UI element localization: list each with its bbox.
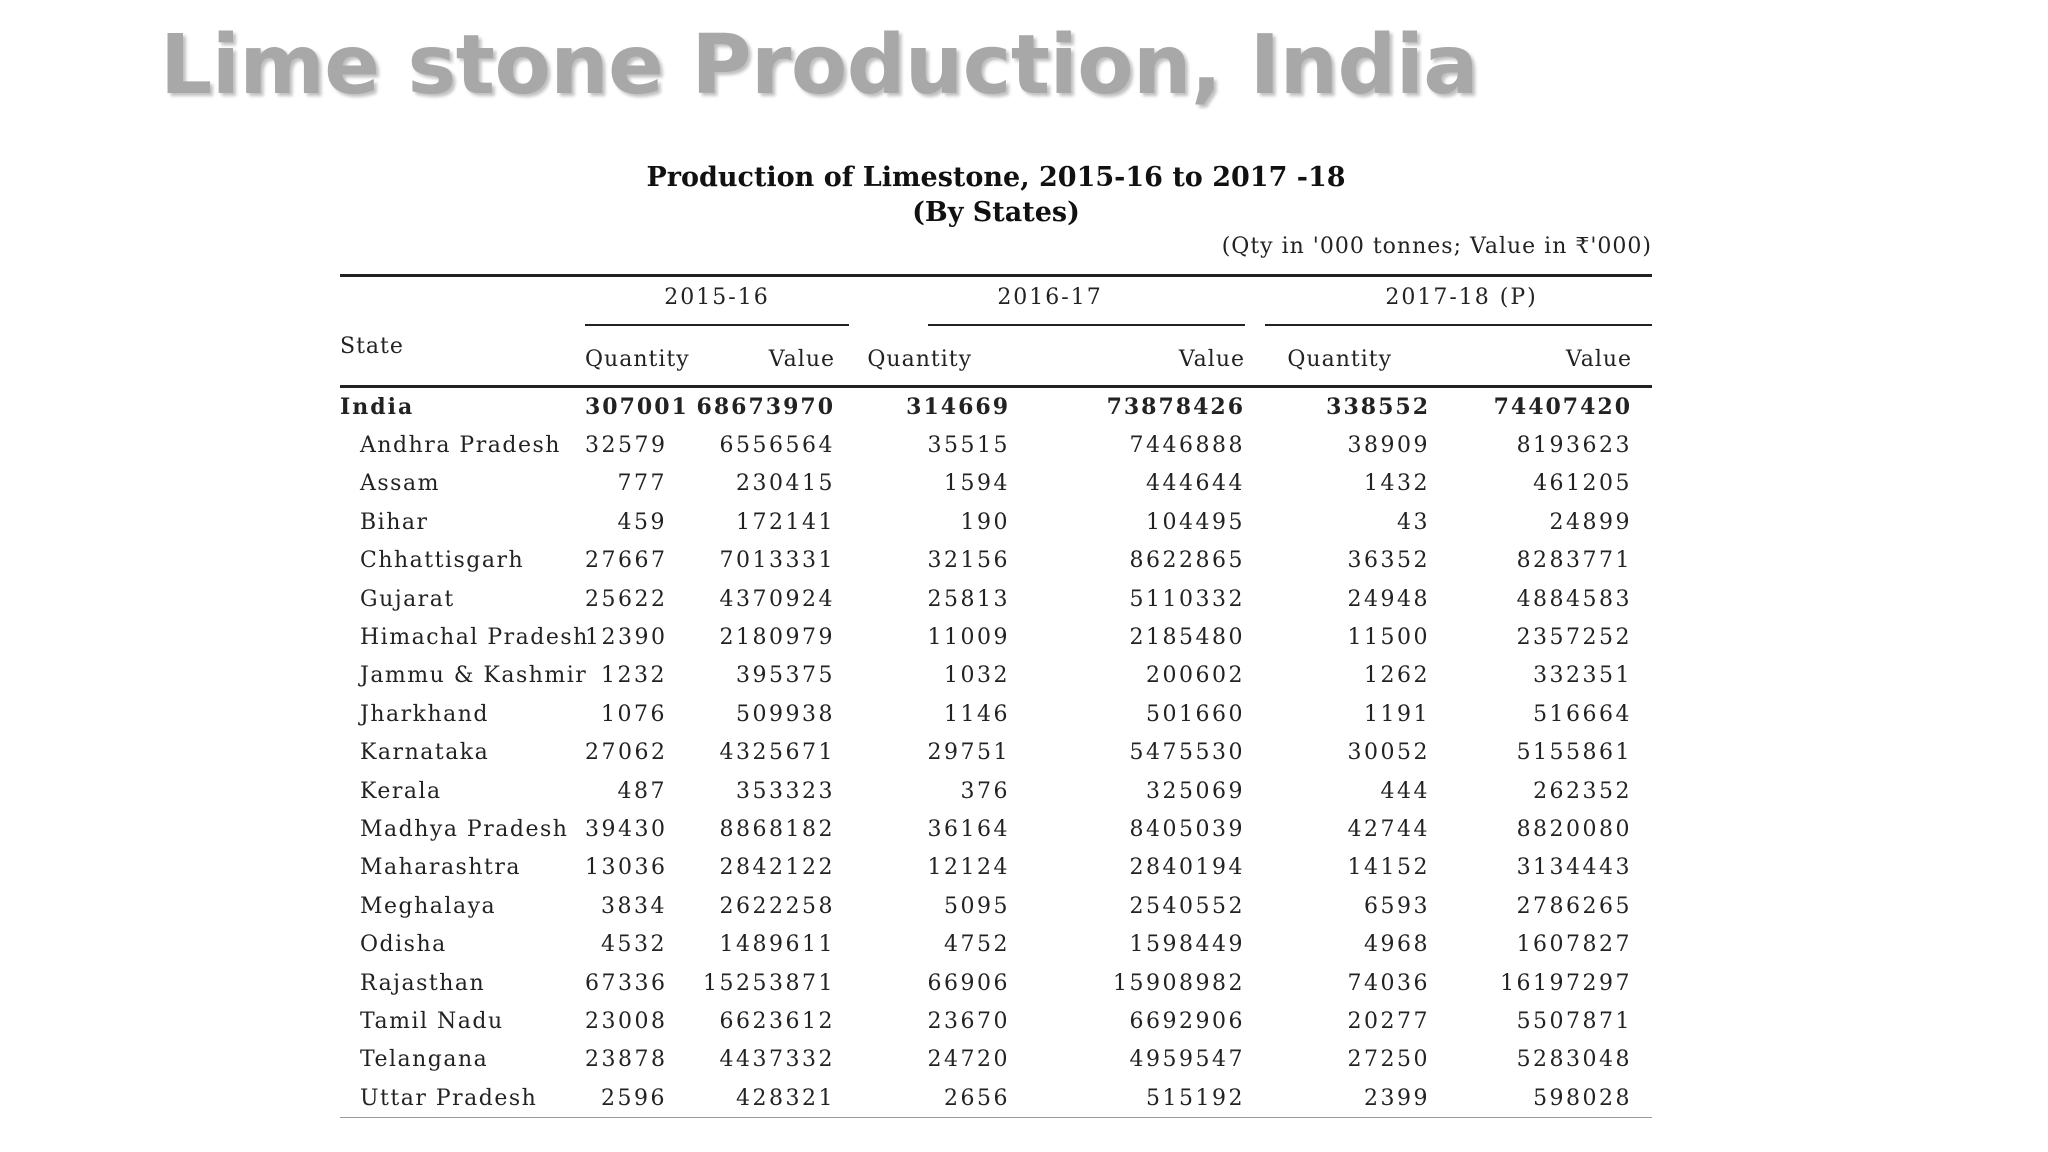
quantity-cell: 23008 (585, 1008, 668, 1034)
quantity-header: Quantity (1265, 333, 1450, 387)
quantity-cell: 5095 (944, 893, 1011, 919)
quantity-cell: 27250 (1347, 1047, 1431, 1073)
value-cell: 68673970 (696, 394, 836, 421)
state-cell: Meghalaya (360, 893, 497, 919)
quantity-cell: 1146 (944, 701, 1011, 727)
quantity-cell: 4752 (944, 932, 1011, 958)
value-cell: 200602 (1146, 663, 1246, 689)
quantity-cell: 32579 (585, 433, 668, 459)
value-cell: 8283771 (1516, 548, 1633, 574)
table-row (340, 772, 1652, 810)
year-header-2015-16 (585, 276, 855, 334)
year-label: 2016-17 (997, 284, 1103, 310)
year-header-2017-18 (1265, 276, 1652, 334)
year-header-row (340, 276, 1652, 334)
year-rule (1265, 324, 1652, 326)
value-cell: 461205 (1533, 471, 1633, 497)
value-cell: 2786265 (1516, 893, 1633, 919)
value-cell: 6556564 (719, 433, 836, 459)
value-cell: 2185480 (1129, 625, 1246, 651)
value-cell: 325069 (1146, 778, 1246, 804)
value-cell: 15253871 (703, 970, 836, 996)
quantity-cell: 29751 (927, 740, 1011, 766)
quantity-cell: 36164 (927, 816, 1011, 842)
quantity-cell: 25813 (927, 586, 1011, 612)
value-cell: 73878426 (1106, 394, 1246, 421)
value-cell: 8622865 (1129, 548, 1246, 574)
table-row (340, 426, 1652, 464)
quantity-header: Quantity (855, 333, 1030, 387)
quantity-cell: 67336 (585, 970, 668, 996)
quantity-cell: 376 (960, 778, 1011, 804)
quantity-cell: 24720 (927, 1047, 1011, 1073)
value-cell: 8193623 (1516, 433, 1633, 459)
state-cell: Telangana (360, 1047, 489, 1073)
quantity-cell: 1594 (944, 471, 1011, 497)
quantity-cell: 487 (617, 778, 667, 804)
quantity-cell: 444 (1380, 778, 1431, 804)
quantity-cell: 1262 (1364, 663, 1431, 689)
value-cell: 5507871 (1516, 1008, 1633, 1034)
state-cell: Bihar (360, 509, 429, 535)
quantity-cell: 42744 (1347, 816, 1431, 842)
quantity-cell: 20277 (1347, 1008, 1431, 1034)
state-cell: Maharashtra (360, 855, 521, 881)
quantity-cell: 23670 (927, 1008, 1011, 1034)
state-cell: Chhattisgarh (360, 548, 525, 574)
value-cell: 5475530 (1129, 740, 1246, 766)
state-cell: Rajasthan (360, 970, 486, 996)
value-cell: 428321 (687, 1079, 855, 1118)
quantity-cell: 35515 (927, 433, 1011, 459)
quantity-cell: 6593 (1364, 893, 1431, 919)
units-note: (Qty in '000 tonnes; Value in ₹'000) (1221, 234, 1652, 259)
state-cell: Himachal Pradesh (360, 625, 589, 651)
table-row (340, 734, 1652, 772)
quantity-cell: 12124 (927, 855, 1011, 881)
quantity-cell: 27062 (585, 740, 668, 766)
table-title: Production of Limestone, 2015-16 to 2017 -18 (646, 162, 1346, 193)
quantity-cell: 1032 (944, 663, 1011, 689)
value-cell: 104495 (1146, 509, 1246, 535)
quantity-cell: 43 (1397, 509, 1431, 535)
quantity-cell: 74036 (1347, 970, 1431, 996)
quantity-cell: 777 (617, 471, 667, 497)
table-row (340, 849, 1652, 887)
value-cell: 509938 (736, 701, 836, 727)
value-cell: 8820080 (1516, 816, 1633, 842)
value-cell: 4959547 (1129, 1047, 1246, 1073)
state-cell: Jammu & Kashmir (360, 663, 588, 689)
value-cell: 2357252 (1516, 625, 1633, 651)
quantity-cell: 32156 (927, 548, 1011, 574)
value-cell: 2540552 (1129, 893, 1246, 919)
value-cell: 2842122 (719, 855, 836, 881)
quantity-cell: 459 (617, 509, 667, 535)
value-cell: 2622258 (719, 893, 836, 919)
value-cell: 5155861 (1516, 740, 1633, 766)
value-cell: 6623612 (719, 1008, 836, 1034)
quantity-cell: 27667 (585, 548, 668, 574)
table-row (340, 657, 1652, 695)
value-cell: 8868182 (719, 816, 836, 842)
value-cell: 4437332 (719, 1047, 836, 1073)
value-cell: 395375 (736, 663, 836, 689)
value-cell: 353323 (736, 778, 836, 804)
quantity-cell: 38909 (1347, 433, 1431, 459)
table-row (340, 580, 1652, 618)
state-column-header (340, 276, 585, 387)
quantity-cell: 14152 (1347, 855, 1431, 881)
value-cell: 8405039 (1129, 816, 1246, 842)
value-cell: 6692906 (1129, 1008, 1246, 1034)
table-row (340, 925, 1652, 963)
value-cell: 1607827 (1516, 932, 1633, 958)
state-cell: Jharkhand (360, 701, 489, 727)
quantity-cell: 2656 (855, 1079, 1030, 1118)
quantity-cell: 12390 (585, 625, 668, 651)
table-row (340, 542, 1652, 580)
quantity-cell: 1232 (601, 663, 667, 689)
year-label: 2015-16 (664, 284, 770, 310)
quantity-cell: 2399 (1265, 1079, 1450, 1118)
state-cell: Andhra Pradesh (360, 433, 561, 459)
quantity-cell: 1076 (601, 701, 667, 727)
total-row (340, 387, 1652, 427)
state-cell: Uttar Pradesh (340, 1079, 585, 1118)
quantity-cell: 39430 (585, 816, 668, 842)
quantity-cell: 1191 (1364, 701, 1431, 727)
table-row (340, 1079, 1652, 1118)
limestone-table-block (340, 160, 1652, 1118)
quantity-cell: 3834 (601, 893, 667, 919)
table-subtitle: (By States) (912, 197, 1080, 228)
quantity-cell: 190 (960, 509, 1011, 535)
value-cell: 15908982 (1113, 970, 1246, 996)
value-cell: 444644 (1146, 471, 1246, 497)
value-cell: 4370924 (719, 586, 836, 612)
table-row (340, 1002, 1652, 1040)
quantity-cell: 23878 (585, 1047, 668, 1073)
year-header-2016-17 (855, 276, 1265, 334)
value-cell: 24899 (1549, 509, 1633, 535)
value-cell: 4884583 (1516, 586, 1633, 612)
value-cell: 16197297 (1500, 970, 1633, 996)
year-label: 2017-18 (P) (1385, 284, 1538, 310)
state-header-label: State (340, 333, 404, 359)
quantity-cell: 1432 (1364, 471, 1431, 497)
quantity-cell: 4968 (1364, 932, 1431, 958)
year-rule (585, 324, 849, 326)
value-cell: 262352 (1533, 778, 1633, 804)
quantity-header: Quantity (585, 333, 687, 387)
slide-title: Lime stone Production, India (160, 18, 1479, 113)
table-row (340, 465, 1652, 503)
state-cell: Tamil Nadu (360, 1008, 504, 1034)
table-row (340, 887, 1652, 925)
value-cell: 598028 (1450, 1079, 1652, 1118)
state-cell: Assam (360, 471, 440, 497)
value-cell: 74407420 (1493, 394, 1633, 421)
value-cell: 7013331 (719, 548, 836, 574)
value-cell: 3134443 (1516, 855, 1633, 881)
value-cell: 1489611 (719, 932, 836, 958)
table-row (340, 695, 1652, 733)
table-row (340, 1041, 1652, 1079)
value-cell: 2180979 (719, 625, 836, 651)
value-cell: 7446888 (1129, 433, 1246, 459)
value-header: Value (687, 333, 855, 387)
year-rule (928, 324, 1245, 326)
state-cell: Odisha (360, 932, 447, 958)
table-row (340, 503, 1652, 541)
state-cell: Gujarat (360, 586, 455, 612)
value-cell: 5110332 (1129, 586, 1246, 612)
quantity-cell: 24948 (1347, 586, 1431, 612)
table-body (340, 387, 1652, 1118)
table-row (340, 810, 1652, 848)
value-cell: 332351 (1533, 663, 1633, 689)
quantity-cell: 36352 (1347, 548, 1431, 574)
quantity-cell: 314669 (906, 394, 1011, 421)
value-cell: 172141 (736, 509, 836, 535)
quantity-cell: 13036 (585, 855, 668, 881)
value-cell: 515192 (1030, 1079, 1265, 1118)
value-cell: 5283048 (1516, 1047, 1633, 1073)
value-cell: 501660 (1146, 701, 1246, 727)
quantity-cell: 2596 (585, 1079, 687, 1118)
quantity-cell: 307001 (585, 394, 689, 421)
quantity-cell: 11500 (1347, 625, 1431, 651)
state-cell: Karnataka (360, 740, 490, 766)
value-cell: 2840194 (1129, 855, 1246, 881)
quantity-cell: 338552 (1326, 394, 1431, 421)
value-header: Value (1030, 333, 1265, 387)
state-cell: Kerala (360, 778, 442, 804)
production-table (340, 274, 1652, 1118)
quantity-cell: 25622 (585, 586, 668, 612)
quantity-cell: 4532 (601, 932, 667, 958)
value-header: Value (1450, 333, 1652, 387)
quantity-cell: 11009 (927, 625, 1011, 651)
quantity-cell: 66906 (927, 970, 1011, 996)
value-cell: 4325671 (719, 740, 836, 766)
value-cell: 516664 (1533, 701, 1633, 727)
state-cell: India (340, 394, 415, 421)
quantity-cell: 30052 (1347, 740, 1431, 766)
value-cell: 230415 (736, 471, 836, 497)
table-row (340, 964, 1652, 1002)
state-cell: Madhya Pradesh (360, 816, 569, 842)
value-cell: 1598449 (1129, 932, 1246, 958)
table-row (340, 618, 1652, 656)
